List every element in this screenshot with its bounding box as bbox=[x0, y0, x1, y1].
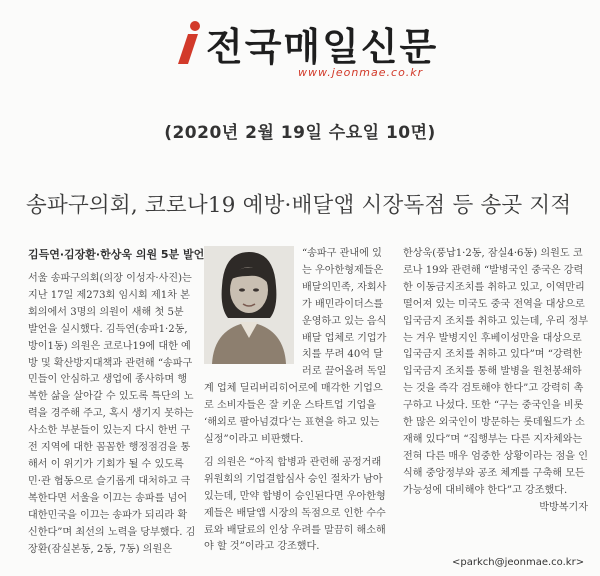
article-column-2 bbox=[204, 246, 388, 556]
column-2-text-top: “송파구 관내에 있는 우아한형제들은 배달의민족, 자회사가 배민라이더스를 운영하고 있는 음식 배달 업체로 기업가치를 무려 40억 달러로 끌어올려 독일계 업체 딜리버리히어로에 매각한 기업으로 소비자들은 잘 키운 스타트업 기업을 ‘해외로 팔아넘겼다’는 표현을 하고 있는 실정”이라고 비판했다. bbox=[204, 248, 387, 445]
logo-i-icon bbox=[174, 20, 204, 66]
column-3-text: 한상욱(풍납1·2동, 잠실4·6동) 의원도 코로나 19와 관련해 “발병국인 중국은 강력한 이동금지조치를 취하고 있고, 이역만리 떨어져 있는 미국도 중국 전역을 대상으로 입국금지 조치를 취하고 있는데, 우리 정부는 겨우 발병지인 후베이성만을 대상으로 입국금지 조치를 취하고 있다”며 “강력한 입국금지 조치를 통해 발병을 원천봉쇄하는 것을 즉각 검토해야 한다”고 강력히 촉구하고 나섰다. 또한 “구는 중국인을 비롯한 많은 외국인이 방문하는 롯데월드가 소재해 있다”며 “집행부는 다른 지자체와는 전혀 다른 매우 엄중한 상황이라는 점을 인식해 중앙정부와 공조 체계를 구축해 모든 가능성에 대비해야 한다”고 강조했다. bbox=[403, 248, 589, 496]
article-column-1 bbox=[28, 246, 205, 558]
article-body bbox=[28, 246, 588, 576]
article-column-3 bbox=[403, 246, 588, 517]
column-2-text-bottom: 김 의원은 “아직 합병과 관련해 공정거래위원회의 기업결합심사 승인 절차가 남아있는데, 만약 합병이 승인된다면 우아한형제들은 배달앱 시장의 독점으로 인한 수수료와 배달료의 인상 우려를 말끔히 해소해야 할 것”이라고 강조했다. bbox=[204, 456, 386, 553]
masthead bbox=[0, 0, 600, 80]
byline: 박방복기자 bbox=[539, 501, 588, 513]
reporter-email: <parkch@jeonmae.co.kr> bbox=[452, 557, 585, 568]
newspaper-logo: 전국매일신문 bbox=[206, 25, 439, 69]
newspaper-url: www.jeonmae.co.kr bbox=[298, 66, 424, 79]
publication-date: (2020년 2월 19일 수요일 10면) bbox=[164, 123, 436, 143]
portrait-photo bbox=[204, 246, 294, 364]
column-1-text: 서울 송파구의회(의장 이성자·사진)는 지난 17일 제273회 임시회 제1차 본회의에서 3명의 의원이 새해 첫 5분 발언을 실시했다. 김득연(송파1·2동, 방이1동) 의원은 코로나19에 대한 예방 및 확산방지대책과 관련해 “송파구민들이 안심하고 생업에 종사하며 행복한 삶을 살아갈 수 있도록 특단의 노력을 경주해 주고, 혹시 생기지 못하는 사소한 부분들이 있는지 다시 한번 구 전 지역에 대한 꼼꼼한 행정점검을 통해서 이 위기가 기회가 될 수 있도록 민·관 협동으로 슬기롭게 대처하고 극복한다면 서울을 이끄는 송파를 넘어 대한민국을 이끄는 송파가 되리라 확신한다”며 최선의 노력을 당부했다. 김장환(잠실본동, 2동, 7동) 의원은 bbox=[28, 273, 196, 555]
article-headline: 송파구의회, 코로나19 예방·배달앱 시장독점 등 송곳 지적 bbox=[26, 193, 572, 218]
portrait-image bbox=[204, 246, 294, 364]
article-subhead: 김득연·김장환·한상욱 의원 5분 발언 bbox=[28, 248, 205, 261]
